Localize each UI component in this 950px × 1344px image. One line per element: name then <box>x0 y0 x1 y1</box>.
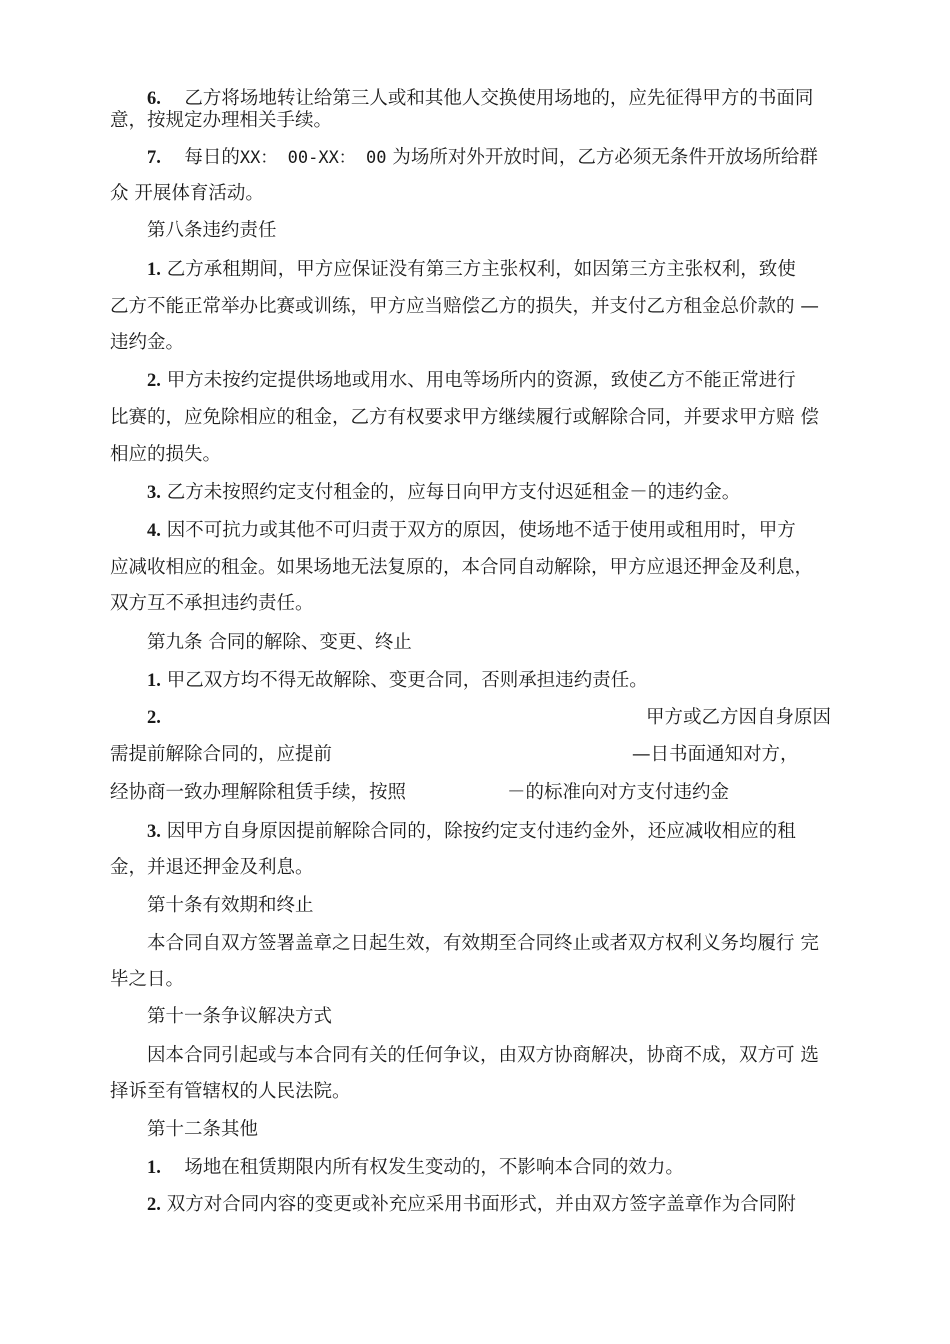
clause-number: 7. <box>147 148 161 168</box>
art8-item-4-line-3: 双方互不承担违约责任。 <box>110 593 314 614</box>
art11-line-1: 因本合同引起或与本合同有关的任何争议，由双方协商解决，协商不成，双方可 选 <box>147 1045 819 1066</box>
article-12-heading: 第十二条其他 <box>147 1119 259 1140</box>
art9-item-2-line-3-left: 经协商一致办理解除租赁手续，按照 <box>110 782 407 803</box>
art9-item-2-line-2-right: —日书面通知对方， <box>632 744 799 765</box>
art12-item-2-line-1: 2. 双方对合同内容的变更或补充应采用书面形式，并由双方签字盖章作为合同附 <box>147 1194 796 1215</box>
art10-line-1: 本合同自双方签署盖章之日起生效，有效期至合同终止或者双方权利义务均履行 完 <box>147 933 819 954</box>
article-8-heading: 第八条违约责任 <box>147 220 277 241</box>
opening-hours: XX： 00-XX： 00 <box>239 148 387 168</box>
art8-item-2-line-2: 比赛的，应免除相应的租金，乙方有权要求甲方继续履行或解除合同，并要求甲方赔 偿 <box>110 407 819 428</box>
art11-line-2: 择诉至有管辖权的人民法院。 <box>110 1081 351 1102</box>
art9-item-3-line-2: 金，并退还押金及利息。 <box>110 857 314 878</box>
art10-line-2: 毕之日。 <box>110 969 185 990</box>
clause-number: 6. <box>147 89 161 109</box>
art9-item-2-line-2-left: 需提前解除合同的，应提前 <box>110 744 333 765</box>
art9-item-2-number: 2. <box>147 708 161 728</box>
art8-item-1-line-2: 乙方不能正常举办比赛或训练，甲方应当赔偿乙方的损失，并支付乙方租金总价款的 — <box>110 296 819 317</box>
clause-7-line-2: 众 开展体育活动。 <box>110 183 264 204</box>
clause-7-line-1: 7. 每日的XX： 00-XX： 00 为场所对外开放时间，乙方必须无条件开放场所给群 <box>147 147 818 168</box>
article-10-heading: 第十条有效期和终止 <box>147 895 314 916</box>
art9-item-3-line-1: 3. 因甲方自身原因提前解除合同的，除按约定支付违约金外，还应减收相应的租 <box>147 821 796 842</box>
art9-item-1-line-1: 1. 甲乙双方均不得无故解除、变更合同，否则承担违约责任。 <box>147 670 648 691</box>
art8-item-1-line-3: 违约金。 <box>110 332 185 353</box>
art8-item-3-line-1: 3. 乙方未按照约定支付租金的，应每日向甲方支付迟延租金－的违约金。 <box>147 482 741 503</box>
art8-item-2-line-1: 2. 甲方未按约定提供场地或用水、用电等场所内的资源，致使乙方不能正常进行 <box>147 370 796 391</box>
article-11-heading: 第十一条争议解决方式 <box>147 1006 333 1027</box>
clause-6-line-2: 意，按规定办理相关手续。 <box>110 110 333 131</box>
clause-6-line-1: 6. 乙方将场地转让给第三人或和其他人交换使用场地的，应先征得甲方的书面同 <box>147 88 814 109</box>
article-9-heading: 第九条 合同的解除、变更、终止 <box>147 632 412 653</box>
art8-item-4-line-1: 4. 因不可抗力或其他不可归责于双方的原因，使场地不适于使用或租用时，甲方 <box>147 520 796 541</box>
art8-item-1-line-1: 1. 乙方承租期间，甲方应保证没有第三方主张权利，如因第三方主张权利，致使 <box>147 259 796 280</box>
art8-item-2-line-3: 相应的损失。 <box>110 444 222 465</box>
art12-item-1-line-1: 1. 场地在租赁期限内所有权发生变动的，不影响本合同的效力。 <box>147 1157 684 1178</box>
art8-item-4-line-2: 应减收相应的租金。如果场地无法复原的，本合同自动解除，甲方应退还押金及利息， <box>110 557 814 578</box>
art9-item-2-line-3-right: －的标准向对方支付违约金 <box>507 782 730 803</box>
art9-item-2-line-1: 甲方或乙方因自身原因 <box>646 707 832 728</box>
